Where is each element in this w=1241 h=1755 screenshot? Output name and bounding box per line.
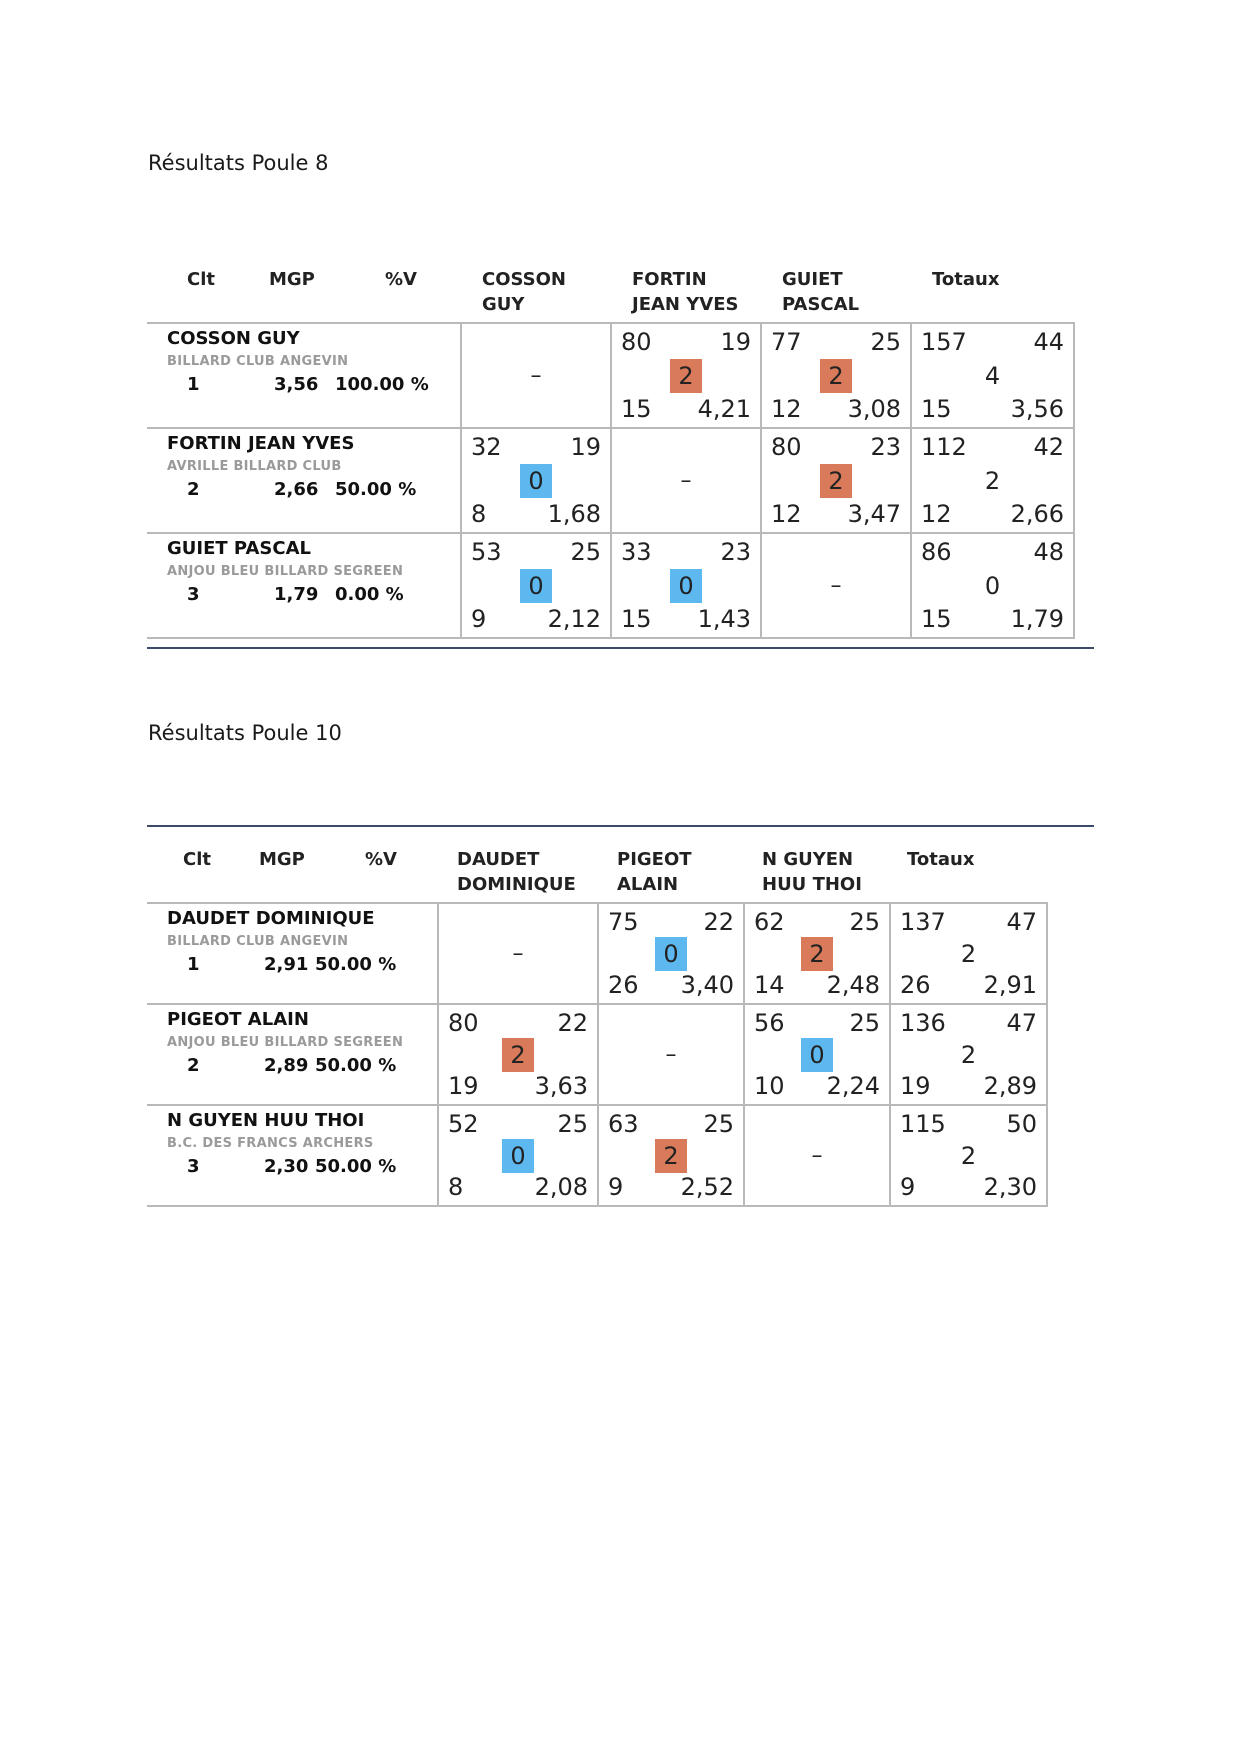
match-cell	[599, 1005, 745, 1104]
match-cell	[745, 1005, 891, 1104]
cell-best-series: 15	[921, 605, 952, 633]
player-info	[147, 534, 462, 637]
cell-best-series: 9	[471, 605, 487, 633]
totals-cell	[891, 904, 1048, 1003]
poule-8-title: Résultats Poule 8	[148, 151, 329, 175]
results-grid	[147, 322, 1075, 639]
header-opponent: GUIET PASCAL	[782, 269, 860, 315]
cell-reprises: 19	[720, 328, 751, 356]
player-name: GUIET PASCAL	[167, 538, 311, 559]
cell-points: 52	[448, 1110, 479, 1138]
match-points-badge: 2	[655, 1139, 687, 1173]
header-totaux: Totaux	[907, 849, 975, 870]
cell-average: 2,52	[680, 1173, 734, 1201]
cell-best-series: 12	[771, 500, 802, 528]
header-pct-victoires: %V	[365, 849, 397, 870]
match-cell	[612, 534, 762, 637]
match-cell	[439, 904, 599, 1003]
no-match-dash: –	[830, 573, 842, 598]
cell-best-series: 9	[900, 1173, 916, 1201]
cell-points: 56	[754, 1009, 785, 1037]
cell-reprises: 23	[870, 433, 901, 461]
no-match-dash: –	[512, 941, 524, 966]
player-name: COSSON GUY	[167, 328, 300, 349]
cell-best-series: 8	[471, 500, 487, 528]
totals-cell	[912, 324, 1075, 427]
cell-points: 77	[771, 328, 802, 356]
cell-best-series: 9	[608, 1173, 624, 1201]
cell-best-series: 12	[921, 500, 952, 528]
cell-best-series: 19	[448, 1072, 479, 1100]
cell-average: 2,24	[826, 1072, 880, 1100]
match-points-badge: 0	[502, 1139, 534, 1173]
player-row	[147, 1005, 1048, 1106]
cell-average: 2,12	[547, 605, 601, 633]
match-points-badge: 0	[655, 937, 687, 971]
player-mgp: 2,30	[264, 1156, 309, 1177]
match-cell	[462, 429, 612, 532]
cell-reprises: 25	[870, 328, 901, 356]
cell-reprises: 25	[849, 1009, 880, 1037]
cell-points: 80	[448, 1009, 479, 1037]
totals-cell	[891, 1005, 1048, 1104]
player-name: N GUYEN HUU THOI	[167, 1110, 365, 1131]
match-points-badge: 2	[820, 359, 852, 393]
cell-average: 1,68	[547, 500, 601, 528]
player-name: DAUDET DOMINIQUE	[167, 908, 375, 929]
totals-cell	[891, 1106, 1048, 1205]
match-points-badge: 0	[520, 464, 552, 498]
header-totaux: Totaux	[932, 269, 1000, 290]
cell-reprises: 25	[557, 1110, 588, 1138]
cell-reprises: 48	[1033, 538, 1064, 566]
header-opponent: COSSON GUY	[482, 269, 566, 315]
table-header	[147, 847, 1094, 907]
cell-points: 86	[921, 538, 952, 566]
player-mgp: 1,79	[274, 584, 319, 605]
match-points-badge: 2	[670, 359, 702, 393]
cell-reprises: 25	[570, 538, 601, 566]
cell-best-series: 15	[621, 605, 652, 633]
cell-reprises: 22	[557, 1009, 588, 1037]
player-rank: 3	[187, 1156, 200, 1177]
poule-8-table	[147, 255, 1094, 645]
match-points-badge: 2	[820, 464, 852, 498]
cell-average: 3,63	[534, 1072, 588, 1100]
player-info	[147, 1005, 439, 1104]
cell-points: 75	[608, 908, 639, 936]
player-info	[147, 324, 462, 427]
table-top-rule	[147, 825, 1094, 827]
match-points-badge: 2	[801, 937, 833, 971]
player-info	[147, 429, 462, 532]
cell-points: 137	[900, 908, 946, 936]
totals-cell	[912, 534, 1075, 637]
header-clt: Clt	[187, 269, 215, 290]
player-mgp: 2,66	[274, 479, 319, 500]
match-cell	[762, 534, 912, 637]
cell-average: 4,21	[697, 395, 751, 423]
cell-best-series: 12	[771, 395, 802, 423]
player-row	[147, 324, 1075, 429]
header-pct-victoires: %V	[385, 269, 417, 290]
match-points-badge: 0	[520, 569, 552, 603]
cell-best-series: 14	[754, 971, 785, 999]
player-name: PIGEOT ALAIN	[167, 1009, 309, 1030]
total-match-points: 0	[984, 571, 1001, 600]
totals-cell	[912, 429, 1075, 532]
player-info	[147, 1106, 439, 1205]
header-opponent: PIGEOT ALAIN	[617, 849, 692, 895]
player-info	[147, 904, 439, 1003]
header-clt: Clt	[183, 849, 211, 870]
cell-reprises: 25	[849, 908, 880, 936]
cell-points: 62	[754, 908, 785, 936]
player-pct-victoires: 100.00 %	[335, 374, 429, 395]
table-header	[147, 267, 1094, 327]
cell-reprises: 47	[1006, 1009, 1037, 1037]
cell-average: 3,56	[1010, 395, 1064, 423]
player-club: B.C. DES FRANCS ARCHERS	[167, 1136, 374, 1151]
cell-reprises: 44	[1033, 328, 1064, 356]
cell-reprises: 47	[1006, 908, 1037, 936]
player-mgp: 2,91	[264, 954, 309, 975]
cell-points: 80	[621, 328, 652, 356]
header-opponent: N GUYEN HUU THOI	[762, 849, 862, 895]
poule-10-table	[147, 825, 1094, 1201]
cell-average: 1,79	[1010, 605, 1064, 633]
cell-reprises: 19	[570, 433, 601, 461]
player-name: FORTIN JEAN YVES	[167, 433, 355, 454]
cell-average: 3,08	[847, 395, 901, 423]
player-rank: 3	[187, 584, 200, 605]
cell-best-series: 15	[621, 395, 652, 423]
total-match-points: 4	[984, 361, 1001, 390]
player-rank: 1	[187, 374, 200, 395]
player-mgp: 2,89	[264, 1055, 309, 1076]
results-grid	[147, 902, 1048, 1207]
poule-10-title: Résultats Poule 10	[148, 721, 342, 745]
player-pct-victoires: 50.00 %	[315, 1055, 397, 1076]
cell-points: 53	[471, 538, 502, 566]
cell-points: 32	[471, 433, 502, 461]
match-cell	[599, 1106, 745, 1205]
match-cell	[762, 324, 912, 427]
cell-reprises: 22	[703, 908, 734, 936]
cell-reprises: 42	[1033, 433, 1064, 461]
match-cell	[439, 1005, 599, 1104]
player-rank: 1	[187, 954, 200, 975]
header-opponent: DAUDET DOMINIQUE	[457, 849, 576, 895]
no-match-dash: –	[665, 1042, 677, 1067]
cell-average: 1,43	[697, 605, 751, 633]
cell-average: 2,48	[826, 971, 880, 999]
cell-reprises: 50	[1006, 1110, 1037, 1138]
total-match-points: 2	[960, 939, 977, 968]
player-pct-victoires: 50.00 %	[315, 1156, 397, 1177]
cell-points: 157	[921, 328, 967, 356]
cell-points: 115	[900, 1110, 946, 1138]
match-cell	[599, 904, 745, 1003]
player-rank: 2	[187, 479, 200, 500]
no-match-dash: –	[530, 363, 542, 388]
match-cell	[745, 904, 891, 1003]
cell-average: 2,30	[983, 1173, 1037, 1201]
player-row	[147, 429, 1075, 534]
player-row	[147, 534, 1075, 639]
match-cell	[612, 324, 762, 427]
cell-average: 2,89	[983, 1072, 1037, 1100]
no-match-dash: –	[811, 1143, 823, 1168]
table-bottom-rule	[147, 647, 1094, 649]
cell-average: 2,66	[1010, 500, 1064, 528]
player-club: AVRILLE BILLARD CLUB	[167, 459, 342, 474]
match-points-badge: 0	[670, 569, 702, 603]
player-pct-victoires: 0.00 %	[335, 584, 404, 605]
cell-best-series: 15	[921, 395, 952, 423]
cell-average: 2,08	[534, 1173, 588, 1201]
cell-best-series: 10	[754, 1072, 785, 1100]
total-match-points: 2	[984, 466, 1001, 495]
cell-best-series: 26	[608, 971, 639, 999]
cell-points: 136	[900, 1009, 946, 1037]
no-match-dash: –	[680, 468, 692, 493]
match-points-badge: 2	[502, 1038, 534, 1072]
cell-best-series: 19	[900, 1072, 931, 1100]
total-match-points: 2	[960, 1141, 977, 1170]
header-opponent: FORTIN JEAN YVES	[632, 269, 739, 315]
cell-best-series: 8	[448, 1173, 464, 1201]
player-club: BILLARD CLUB ANGEVIN	[167, 934, 349, 949]
player-pct-victoires: 50.00 %	[335, 479, 417, 500]
total-match-points: 2	[960, 1040, 977, 1069]
cell-points: 33	[621, 538, 652, 566]
player-mgp: 3,56	[274, 374, 319, 395]
header-mgp: MGP	[259, 849, 305, 870]
player-row	[147, 1106, 1048, 1207]
match-cell	[745, 1106, 891, 1205]
cell-reprises: 25	[703, 1110, 734, 1138]
cell-points: 112	[921, 433, 967, 461]
match-cell	[462, 324, 612, 427]
player-rank: 2	[187, 1055, 200, 1076]
match-points-badge: 0	[801, 1038, 833, 1072]
cell-average: 3,40	[680, 971, 734, 999]
player-pct-victoires: 50.00 %	[315, 954, 397, 975]
cell-average: 2,91	[983, 971, 1037, 999]
match-cell	[439, 1106, 599, 1205]
header-mgp: MGP	[269, 269, 315, 290]
cell-points: 63	[608, 1110, 639, 1138]
cell-best-series: 26	[900, 971, 931, 999]
cell-average: 3,47	[847, 500, 901, 528]
cell-points: 80	[771, 433, 802, 461]
player-row	[147, 904, 1048, 1005]
match-cell	[762, 429, 912, 532]
player-club: ANJOU BLEU BILLARD SEGREEN	[167, 1035, 404, 1050]
player-club: ANJOU BLEU BILLARD SEGREEN	[167, 564, 404, 579]
player-club: BILLARD CLUB ANGEVIN	[167, 354, 349, 369]
match-cell	[462, 534, 612, 637]
match-cell	[612, 429, 762, 532]
cell-reprises: 23	[720, 538, 751, 566]
